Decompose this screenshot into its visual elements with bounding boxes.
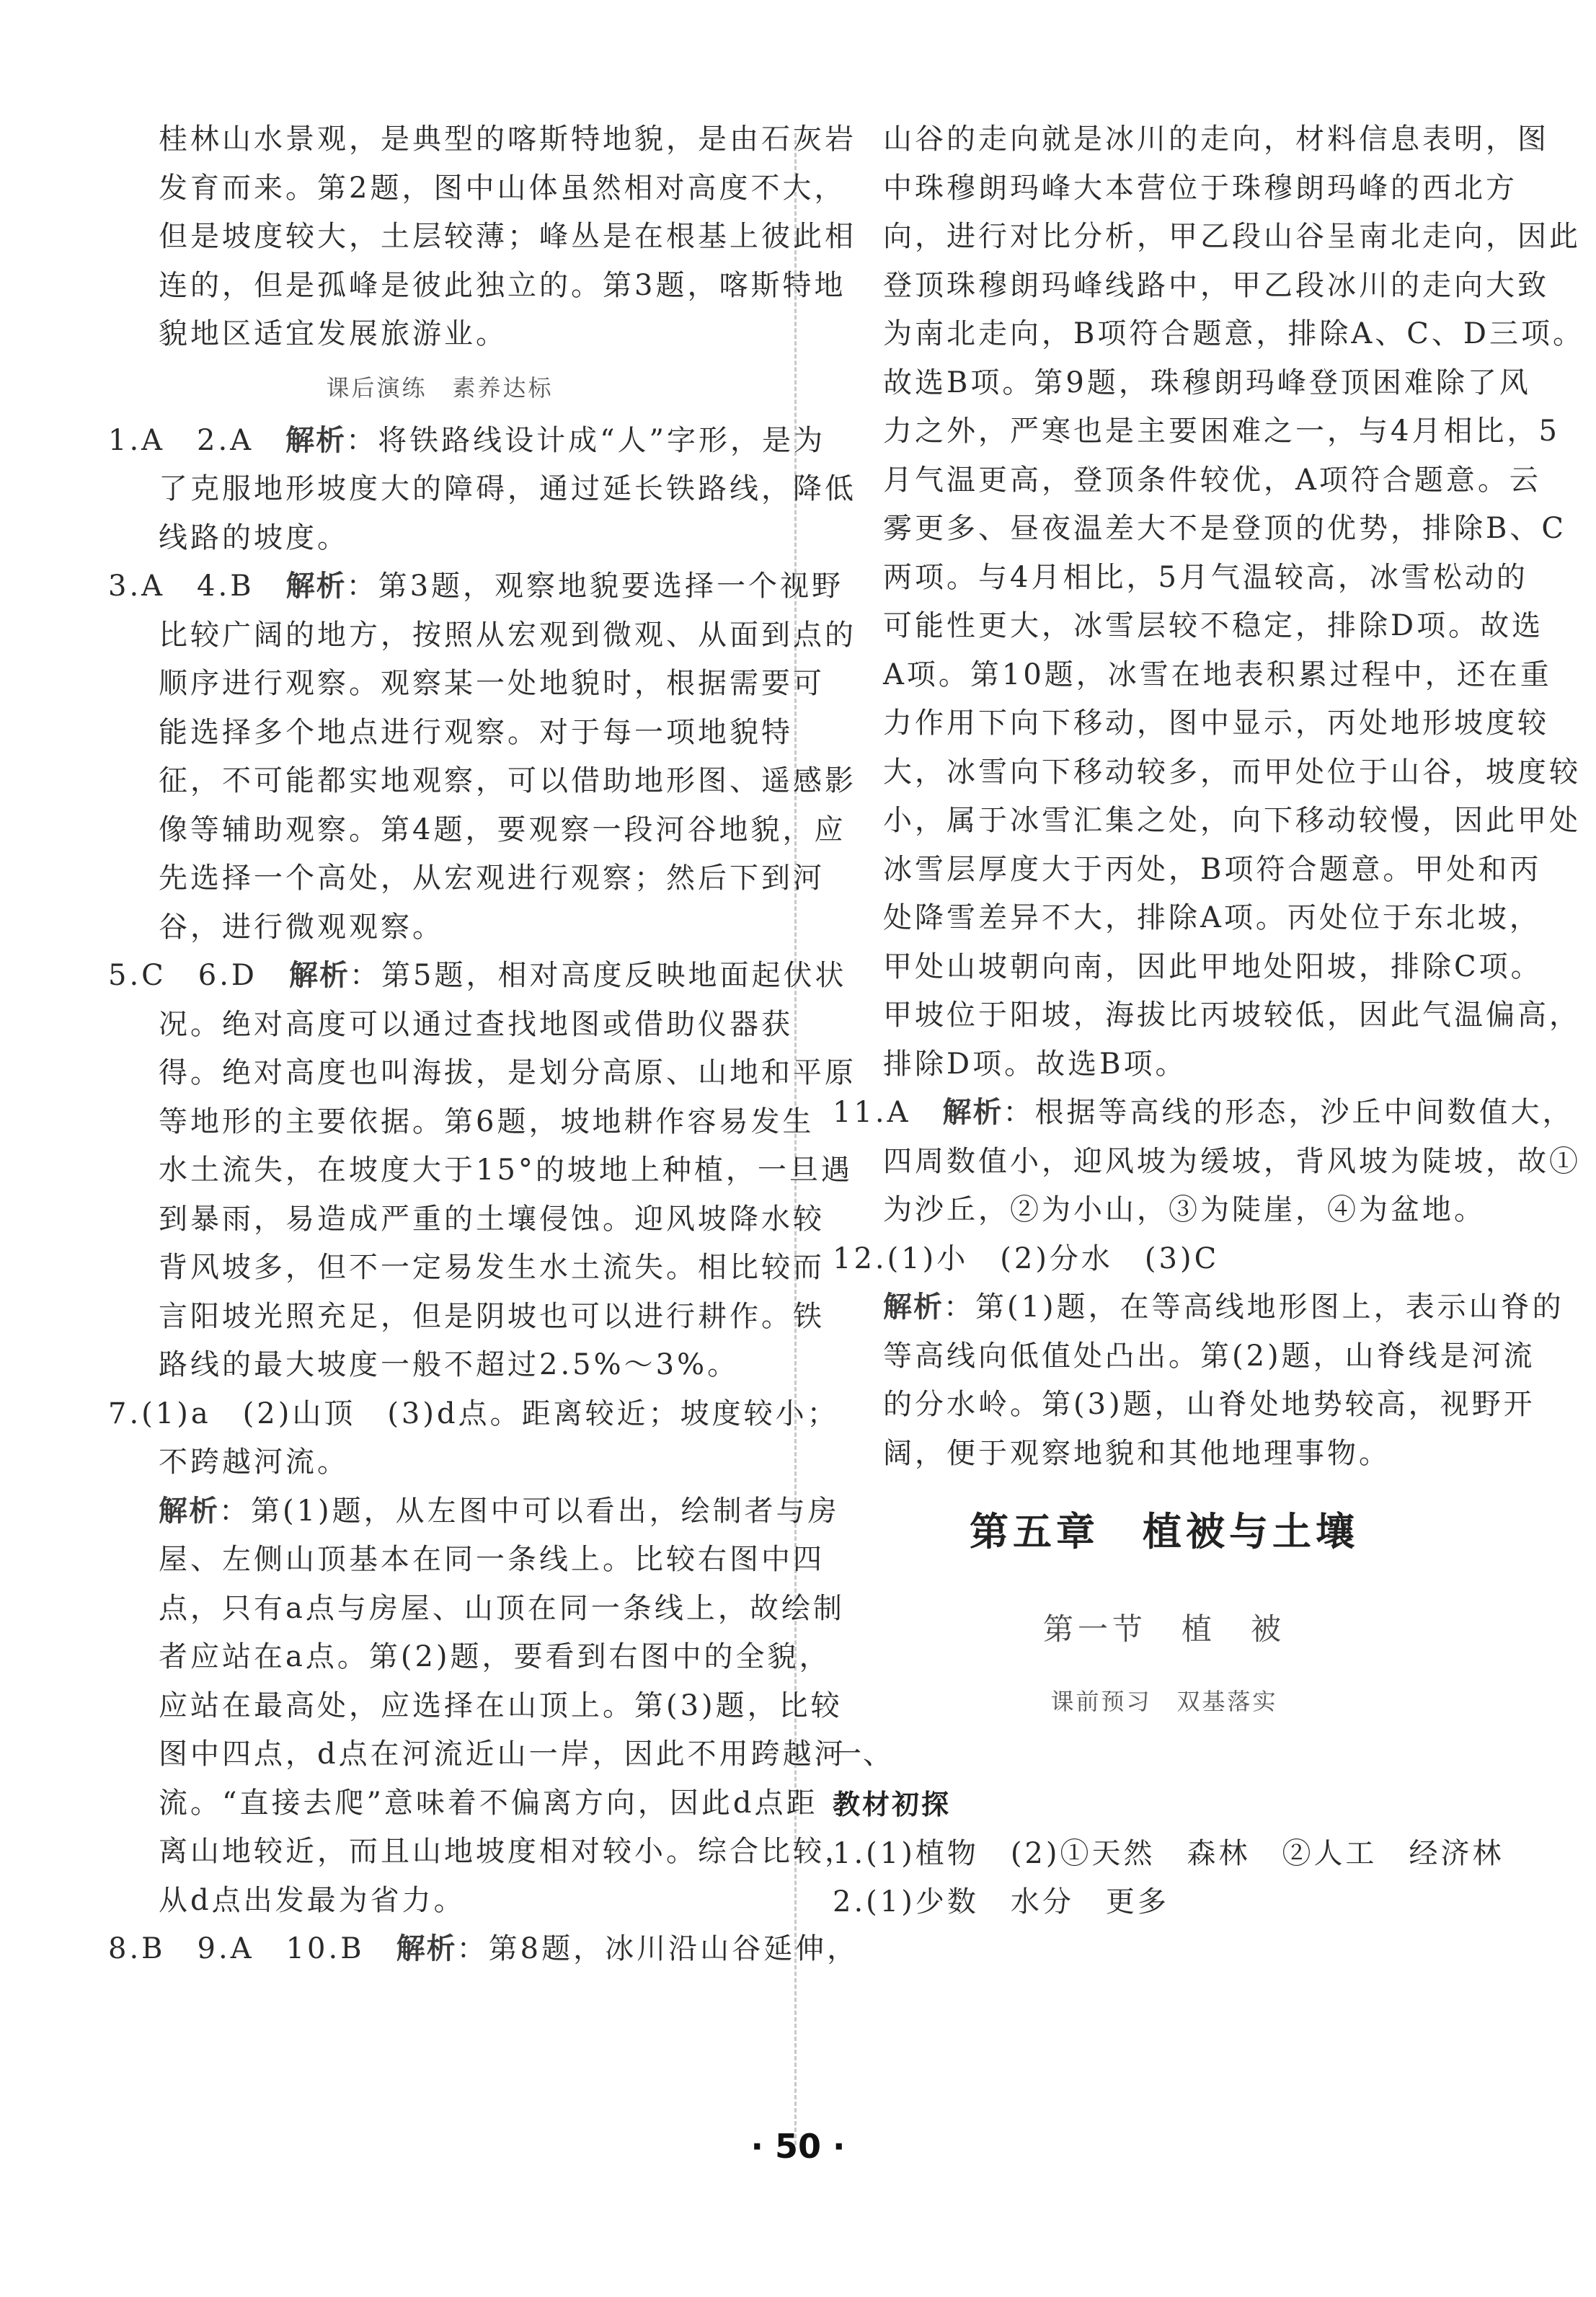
line-text: 力作用下向下移动，图中显示，丙处地形坡度较 — [883, 707, 1549, 740]
left-column — [108, 115, 859, 1974]
text-line — [833, 262, 1549, 311]
line-text: 月气温更高，登顶条件较优，A项符合题意。云 — [883, 463, 1541, 497]
text-line — [108, 854, 825, 903]
page-number: · 50 · — [750, 2127, 846, 2166]
text-line — [833, 846, 1542, 895]
text-line — [833, 213, 1581, 262]
text-line — [108, 757, 856, 806]
text-line — [833, 1089, 1574, 1138]
text-line — [108, 1001, 793, 1050]
line-text: 点，只有a点与房屋、山顶在同一条线上，故绘制 — [159, 1591, 845, 1625]
line-text: 的分水岭。第(3)题，山脊处地势较高，视野开 — [883, 1388, 1535, 1421]
text-line — [108, 514, 771, 563]
text-line — [833, 164, 1517, 213]
explanation-label: 解析 — [942, 1096, 1003, 1129]
text-line — [108, 611, 856, 660]
line-text: 应站在最高处，应选择在山顶上。第(3)题，比较 — [159, 1689, 843, 1722]
line-text: 线路的坡度。 — [159, 521, 349, 554]
line-text: ：第3题，观察地貌要选择一个视野 — [346, 570, 844, 603]
line-text: A项。第10题，冰雪在地表积累过程中，还在重 — [883, 658, 1552, 691]
text-line — [833, 1332, 1535, 1381]
explanation-label: 解析 — [159, 1494, 219, 1528]
line-text: 了克服地形坡度大的障碍，通过延长铁路线，降低 — [159, 472, 856, 505]
line-text: ：根据等高线的形态，沙丘中间数值大， — [1003, 1096, 1574, 1129]
line-text: ：第5题，相对高度反映地面起伏状 — [350, 959, 847, 992]
text-line — [833, 310, 1584, 359]
line-text: ：将铁路线设计成“人”字形，是为 — [346, 423, 826, 457]
text-line — [833, 1235, 1496, 1284]
line-text: 发育而来。第2题，图中山体虽然相对高度不大， — [159, 171, 846, 205]
line-text: 小，属于冰雪汇集之处，向下移动较慢，因此甲处 — [883, 804, 1581, 837]
line-text: ：第(1)题，从左图中可以看出，绘制者与房 — [219, 1494, 840, 1528]
text-line — [108, 660, 825, 709]
line-text: 两项。与4月相比，5月气温较高，冰雪松动的 — [883, 560, 1528, 594]
line-text: 况。绝对高度可以通过查找地图或借助仪器获 — [159, 1007, 793, 1041]
text-line — [108, 1877, 771, 1926]
line-text: 冰雪层厚度大于丙处，B项符合题意。甲处和丙 — [883, 852, 1542, 886]
line-text: 四周数值小，迎风坡为缓坡，背风坡为陡坡，故① — [883, 1144, 1581, 1178]
line-text: 连的，但是孤峰是彼此独立的。第3题，喀斯特地 — [159, 268, 846, 302]
text-line — [108, 1098, 815, 1147]
question-numbers: 11.A — [833, 1096, 943, 1129]
text-line — [833, 602, 1544, 651]
explanation-label: 解析 — [289, 959, 350, 992]
text-line — [833, 359, 1531, 408]
question-numbers: 1.A 2.A — [108, 423, 286, 457]
text-line — [108, 1049, 856, 1098]
text-line — [833, 115, 1549, 164]
left-intro-paragraph — [108, 115, 856, 359]
line-text: 向，进行对比分析，甲乙段山谷呈南北走向，因此 — [883, 220, 1581, 253]
line-text: 图中四点，d点在河流近山一岸，因此不用跨越河 — [159, 1738, 846, 1771]
text-line — [108, 213, 856, 262]
text-line — [108, 1244, 825, 1293]
line-text: 等地形的主要依据。第6题，坡地耕作容易发生 — [159, 1105, 815, 1138]
line-text: 登顶珠穆朗玛峰线路中，甲乙段冰川的走向大致 — [883, 268, 1549, 302]
text-line — [108, 417, 826, 466]
line-text: 排除D项。故选B项。 — [883, 1047, 1187, 1081]
line-text: 言阳坡光照充足，但是阴坡也可以进行耕作。铁 — [159, 1299, 825, 1333]
text-line — [108, 709, 793, 758]
line-text: 故选B项。第9题，珠穆朗玛峰登顶困难除了风 — [883, 366, 1531, 399]
text-line — [108, 115, 856, 164]
line-text: 征，不可能都实地观察，可以借助地形图、遥感影 — [159, 764, 856, 797]
text-line — [833, 699, 1549, 748]
question-numbers: 7.(1)a (2)山顶 (3)d点。距离较近；坡度较小； — [108, 1397, 839, 1430]
text-line — [108, 1195, 825, 1244]
line-text: 背风坡多，但不一定易发生水土流失。相比较而 — [159, 1251, 825, 1284]
line-text: 桂林山水景观，是典型的喀斯特地貌，是由石灰岩 — [159, 123, 856, 156]
text-line — [108, 310, 771, 359]
text-line — [108, 1730, 846, 1779]
text-line — [108, 1682, 843, 1731]
text-line — [108, 164, 846, 213]
text-line — [108, 1633, 831, 1682]
line-text: 甲处山坡朝向南，因此甲地处阳坡，排除C项。 — [883, 950, 1543, 983]
line-text: 先选择一个高处，从宏观进行观察；然后下到河 — [159, 862, 825, 895]
line-text: 不跨越河流。 — [159, 1446, 349, 1479]
text-line — [833, 1430, 1496, 1479]
text-line — [108, 1146, 853, 1195]
line-text: 等高线向低值处凸出。第(2)题，山脊线是河流 — [883, 1339, 1535, 1373]
text-line — [108, 1487, 840, 1536]
part-line-1: 1.(1)植物 (2)①天然 森林 ②人工 经济林 — [833, 1836, 1504, 1870]
left-answers — [108, 417, 859, 1974]
line-text: 像等辅助观察。第4题，要观察一段河谷地貌，应 — [159, 813, 846, 846]
line-text: 能选择多个地点进行观察。对于每一项地貌特 — [159, 715, 793, 749]
text-line — [833, 554, 1528, 603]
line-text: 到暴雨，易造成严重的土壤侵蚀。迎风坡降水较 — [159, 1202, 825, 1236]
line-text: 阔，便于观察地貌和其他地理事物。 — [883, 1436, 1391, 1470]
explanation-label: 解析 — [285, 423, 347, 457]
subheading-after-class: 课后演练 素养达标 — [326, 373, 554, 402]
text-line — [833, 1283, 1564, 1332]
line-text: 力之外，严寒也是主要困难之一，与4月相比，5 — [883, 415, 1560, 448]
text-line — [833, 991, 1581, 1040]
text-line — [108, 806, 846, 855]
line-text: 雾更多、昼夜温差大不是登顶的优势，排除B、C — [883, 512, 1566, 545]
line-text: ：第8题，冰川沿山谷延伸， — [456, 1932, 859, 1965]
question-numbers: 5.C 6.D — [108, 959, 290, 992]
text-line — [833, 894, 1541, 943]
right-column — [833, 115, 1584, 1927]
line-text: 路线的最大坡度一般不超过2.5%～3%。 — [159, 1348, 740, 1381]
chapter-title: 第五章 植被与土壤 — [970, 1509, 1359, 1554]
text-line — [108, 952, 847, 1001]
text-line — [108, 1828, 856, 1877]
line-text: 比较广阔的地方，按照从宏观到微观、从面到点的 — [159, 618, 856, 652]
text-line — [108, 1341, 771, 1390]
text-line — [108, 465, 856, 514]
line-text: 从d点出发最为省力。 — [159, 1883, 466, 1917]
text-line — [833, 943, 1543, 992]
line-text: 为沙丘，②为小山，③为陡崖，④为盆地。 — [883, 1193, 1486, 1226]
text-line — [108, 1390, 839, 1439]
text-line — [108, 562, 844, 611]
question-numbers: 12.(1)小 (2)分水 (3)C — [833, 1242, 1220, 1275]
text-line — [108, 1585, 845, 1634]
line-text: 甲坡位于阳坡，海拔比丙坡较低，因此气温偏高， — [883, 999, 1581, 1032]
text-line — [108, 903, 771, 952]
subheading-preview: 课前预习 双基落实 — [1050, 1688, 1278, 1715]
part-line-2: 2.(1)少数 水分 更多 — [833, 1885, 1169, 1918]
text-line — [108, 1293, 825, 1342]
text-line — [833, 797, 1581, 846]
part-marker: 一、 — [833, 1738, 893, 1771]
line-text: 大，冰雪向下移动较多，而甲处位于山谷，坡度较 — [883, 755, 1581, 789]
text-line — [108, 1536, 825, 1585]
text-line — [108, 1779, 818, 1828]
line-text: 水土流失，在坡度大于15°的坡地上种植，一旦遇 — [159, 1154, 853, 1187]
line-text: 谷，进行微观观察。 — [159, 910, 444, 944]
text-line — [108, 1925, 859, 1974]
question-numbers: 3.A 4.B — [108, 570, 286, 603]
text-line — [833, 1381, 1535, 1430]
text-line — [833, 1186, 1496, 1235]
line-text: 者应站在a点。第(2)题，要看到右图中的全貌， — [159, 1640, 831, 1673]
line-text: ：第(1)题，在等高线地形图上，表示山脊的 — [944, 1291, 1564, 1324]
explanation-label: 解析 — [883, 1291, 944, 1324]
text-line — [108, 262, 846, 311]
text-line — [833, 1040, 1496, 1089]
line-text: 为南北走向，B项符合题意，排除A、C、D三项。 — [883, 317, 1584, 350]
right-answers — [833, 115, 1584, 1478]
text-line — [833, 456, 1541, 505]
explanation-label: 解析 — [396, 1932, 457, 1965]
line-text: 屋、左侧山顶基本在同一条线上。比较右图中四 — [159, 1543, 825, 1576]
text-line — [108, 1438, 771, 1487]
section-title: 第一节 植 被 — [1042, 1611, 1285, 1647]
line-text: 貌地区适宜发展旅游业。 — [159, 317, 507, 350]
text-line — [833, 651, 1552, 700]
line-text: 但是坡度较大，土层较薄；峰丛是在根基上彼此相 — [159, 220, 856, 253]
line-text: 处降雪差异不大，排除A项。丙处位于东北坡， — [883, 901, 1541, 934]
line-text: 山谷的走向就是冰川的走向，材料信息表明，图 — [883, 123, 1549, 156]
line-text: 中珠穆朗玛峰大本营位于珠穆朗玛峰的西北方 — [883, 171, 1517, 205]
part-heading: 教材初探 — [833, 1788, 952, 1820]
line-text: 得。绝对高度也叫海拔，是划分高原、山地和平原 — [159, 1056, 856, 1089]
line-text: 可能性更大，冰雪层较不稳定，排除D项。故选 — [883, 609, 1544, 642]
explanation-label: 解析 — [285, 570, 347, 603]
line-text: 顺序进行观察。观察某一处地貌时，根据需要可 — [159, 667, 825, 700]
text-line — [833, 748, 1581, 797]
text-line — [833, 1138, 1581, 1187]
text-line — [833, 407, 1560, 456]
line-text: 流。“直接去爬”意味着不偏离方向，因此d点距 — [159, 1786, 818, 1820]
question-numbers: 8.B 9.A 10.B — [108, 1932, 396, 1965]
text-line — [833, 505, 1566, 554]
line-text: 离山地较近，而且山地坡度相对较小。综合比较， — [159, 1835, 856, 1868]
